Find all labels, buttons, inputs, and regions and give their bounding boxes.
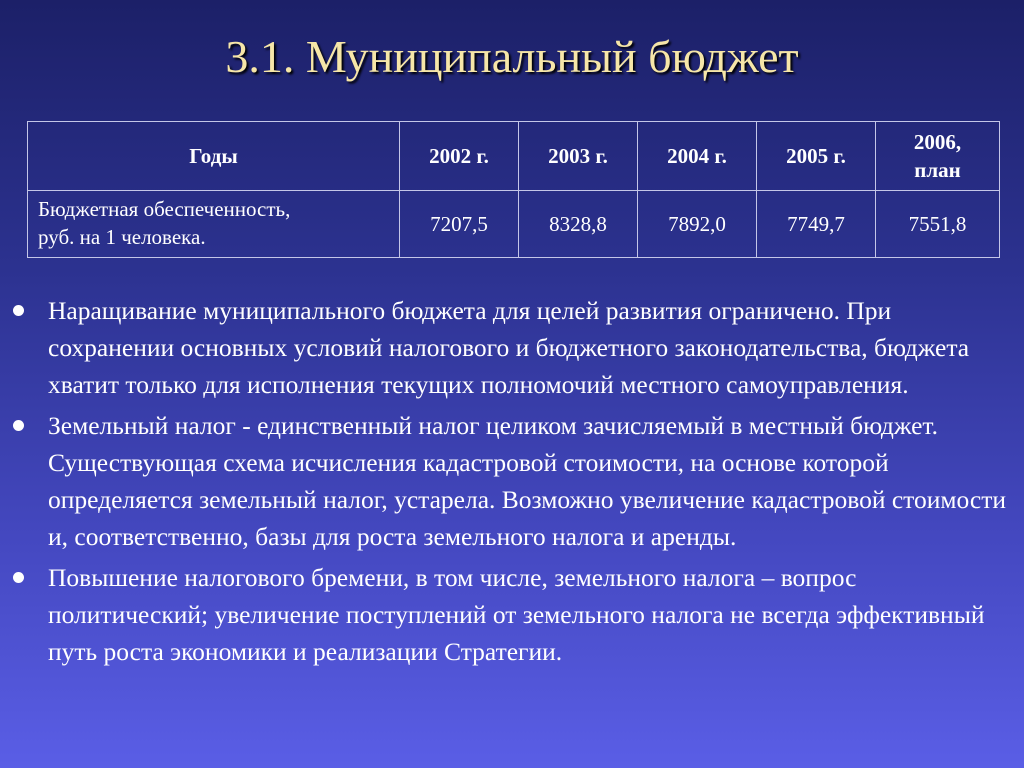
slide-title: 3.1. Муниципальный бюджет xyxy=(225,31,799,82)
table-header-cell: 2006, план xyxy=(876,122,1000,191)
budget-table xyxy=(27,121,1000,258)
table-header-cell: 2005 г. xyxy=(757,122,876,191)
bullet-text: Земельный налог - единственный налог целиком зачисляемый в местный бюджет. Существующая схема исчисления кадастровой стоимости, на основе которой определяется земельный налог, устарела. Возможно увеличение кадастровой стоимости и, соответственно, базы для роста земельного налога и аренды. xyxy=(48,411,1007,551)
table-cell: 7892,0 xyxy=(638,191,757,258)
bullet-text: Наращивание муниципального бюджета для целей развития ограничено. При сохранении основных условий налогового и бюджетного законодательства, бюджета хватит только для исполнения текущих полномочий местного самоуправления. xyxy=(48,296,970,399)
table-cell: 7551,8 xyxy=(876,191,1000,258)
list-item xyxy=(0,407,1008,555)
bullet-dot-icon xyxy=(13,572,24,583)
bullet-list xyxy=(0,292,1024,674)
table-header-cell: 2004 г. xyxy=(638,122,757,191)
row-label-line: руб. на 1 человека. xyxy=(38,225,206,250)
row-label-line: Бюджетная обеспеченность, xyxy=(38,197,291,221)
table-header-cell: 2003 г. xyxy=(519,122,638,191)
table-cell: 7749,7 xyxy=(757,191,876,258)
table-row xyxy=(28,191,1000,258)
table-header-cell: 2002 г. xyxy=(400,122,519,191)
table-cell: 7207,5 xyxy=(400,191,519,258)
bullet-dot-icon xyxy=(13,420,24,431)
bullet-text: Повышение налогового бремени, в том числе, земельного налога – вопрос политический; увеличение поступлений от земельного налога не всегда эффективный путь роста экономики и реализации Стратегии. xyxy=(48,563,985,666)
table-cell: 8328,8 xyxy=(519,191,638,258)
list-item xyxy=(0,292,1008,403)
table-header-row xyxy=(28,122,1000,191)
table-header-cell: Годы xyxy=(28,122,400,191)
table-row-label xyxy=(28,191,400,258)
list-item xyxy=(0,559,1008,670)
bullet-dot-icon xyxy=(13,305,24,316)
